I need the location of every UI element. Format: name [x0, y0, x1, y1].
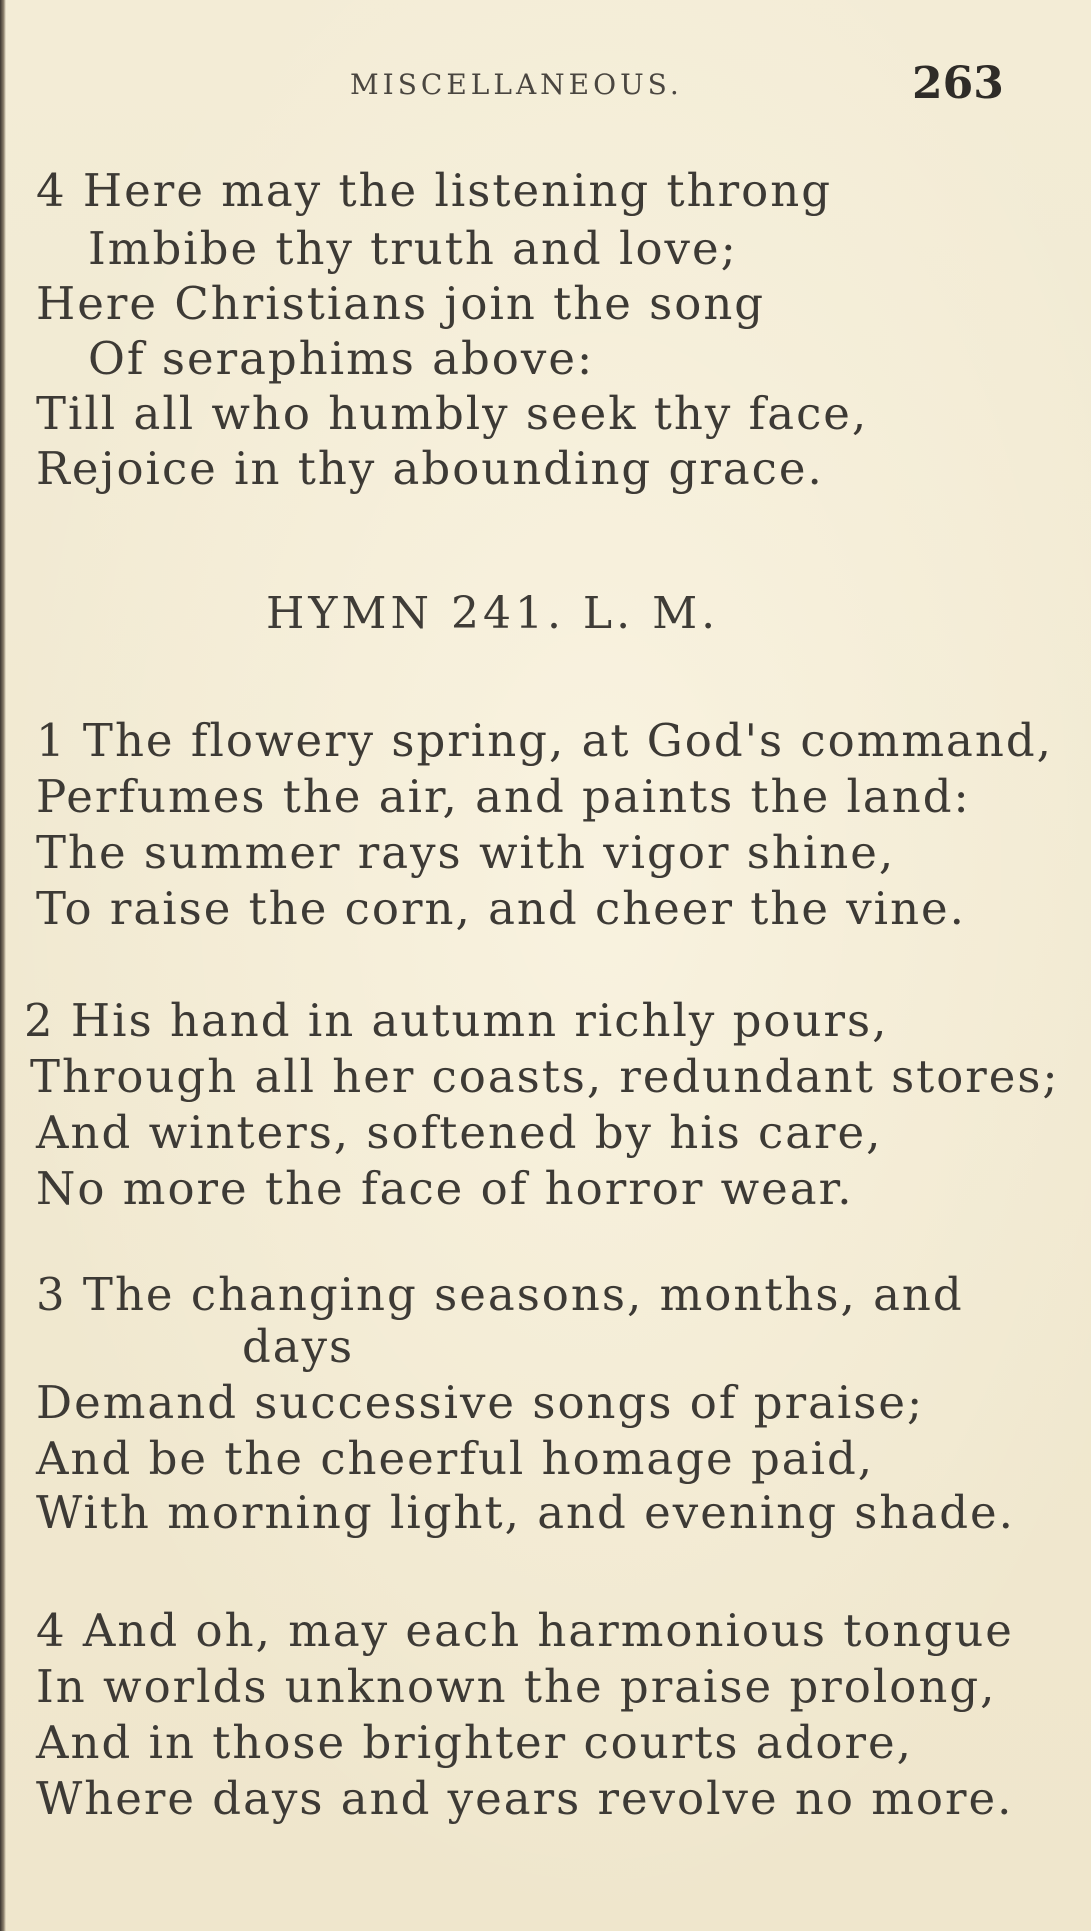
- verse-line: Of seraphims above:: [88, 332, 595, 385]
- verse-line: Till all who humbly seek thy face,: [36, 387, 869, 440]
- verse-line: Imbibe thy truth and love;: [88, 222, 738, 275]
- verse-line: In worlds unknown the praise prolong,: [36, 1660, 997, 1713]
- verse-line: Through all her coasts, redundant stores;: [30, 1050, 1060, 1103]
- page-number: 263: [912, 58, 1004, 109]
- verse-line: Rejoice in thy abounding grace.: [36, 442, 824, 495]
- verse-line: And winters, softened by his care,: [36, 1106, 883, 1159]
- verse-line: No more the face of horror wear.: [36, 1162, 854, 1215]
- verse-line: And in those brighter courts adore,: [36, 1716, 913, 1769]
- verse-line: Where days and years revolve no more.: [36, 1772, 1014, 1825]
- verse-line: Demand successive songs of praise;: [36, 1376, 925, 1429]
- verse-line: The summer rays with vigor shine,: [36, 826, 896, 879]
- verse-line: 1 The flowery spring, at God's command,: [36, 714, 1053, 767]
- verse-line: days: [242, 1320, 355, 1373]
- page-header: [0, 58, 1091, 108]
- verse-line: To raise the corn, and cheer the vine.: [36, 882, 966, 935]
- verse-line: 2 His hand in autumn richly pours,: [24, 994, 889, 1047]
- verse-line: 4 And oh, may each harmonious tongue: [36, 1604, 1014, 1657]
- verse-line: Here Christians join the song: [36, 277, 766, 330]
- page-binding-edge: [0, 0, 6, 1931]
- verse-line: 4 Here may the listening throng: [36, 164, 832, 217]
- verse-line: Perfumes the air, and paints the land:: [36, 770, 971, 823]
- verse-line: And be the cheerful homage paid,: [36, 1432, 875, 1485]
- verse-line: With morning light, and evening shade.: [36, 1486, 1015, 1539]
- verse-line: 3 The changing seasons, months, and: [36, 1268, 964, 1321]
- hymn-title: HYMN 241. L. M.: [266, 588, 720, 639]
- running-head: MISCELLANEOUS.: [350, 68, 683, 101]
